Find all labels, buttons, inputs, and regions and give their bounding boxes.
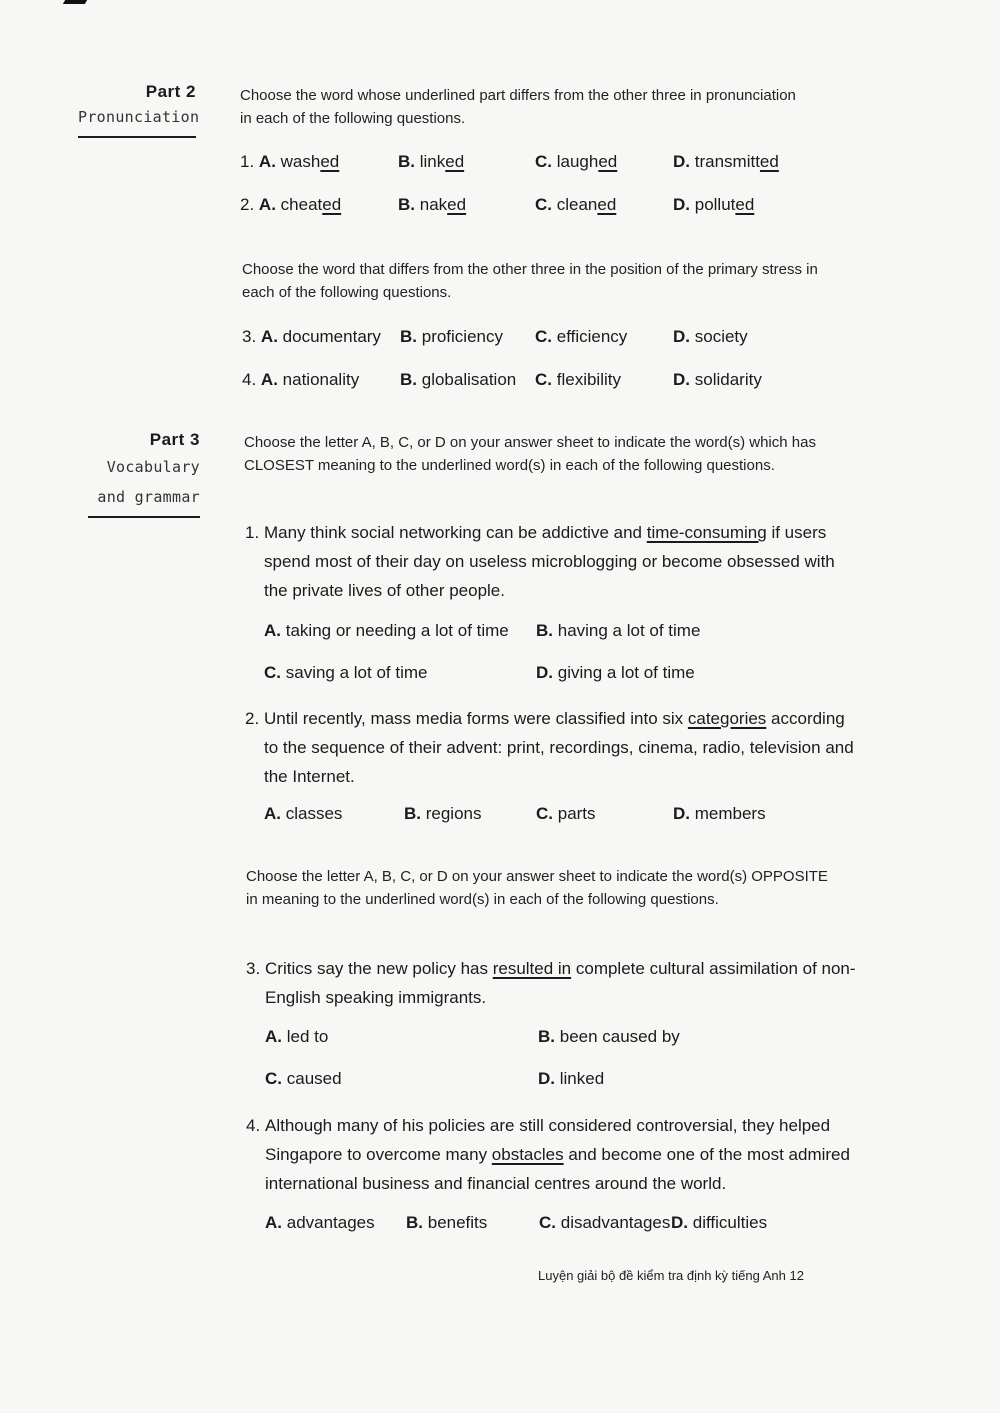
part3-instruction-closest: Choose the letter A, B, C, or D on your answer sheet to indicate the word(s) which has CLOSEST meaning to the underlined word(s) in each of the following questions. <box>244 434 816 474</box>
options-row <box>264 804 824 828</box>
scan-corner-mark <box>63 0 87 4</box>
underlined-part: ed <box>322 195 342 214</box>
option-a: 1. A. washed <box>240 152 340 171</box>
option-b: B. been caused by <box>538 1027 680 1046</box>
part3-subtitle-grammar: and grammar <box>97 488 200 506</box>
option-c: C. parts <box>536 804 596 823</box>
option-c: C. saving a lot of time <box>264 663 428 682</box>
option-c: C. efficiency <box>535 327 628 346</box>
question-row <box>240 195 840 219</box>
part2-title: Part 2 <box>145 82 196 101</box>
question-text: Until recently, mass media forms were classified into six categories according to the sequence of their advent: print, recordings, cinema, radio, television and the Internet. <box>264 709 854 786</box>
part2-heading <box>78 82 200 138</box>
part3-title: Part 3 <box>149 430 200 449</box>
underlined-part: ed <box>597 195 617 214</box>
option-a: 4. A. nationality <box>242 370 360 389</box>
part3-heading <box>88 430 200 518</box>
question-2 <box>245 704 860 791</box>
option-d: D. linked <box>538 1069 605 1088</box>
part3-subtitle-vocabulary: Vocabulary <box>106 458 200 476</box>
option-c: C. cleaned <box>535 195 617 214</box>
option-c: C. caused <box>265 1069 342 1088</box>
question-row <box>242 370 842 394</box>
part3-divider <box>88 516 200 518</box>
question-3 <box>246 954 861 1012</box>
option-a: A. led to <box>265 1027 329 1046</box>
question-row <box>240 152 840 176</box>
underlined-part: ed <box>735 195 755 214</box>
underlined-word: obstacles <box>491 1145 564 1164</box>
option-d: D. members <box>673 804 766 823</box>
question-text: Critics say the new policy has resulted in complete cultural assimilation of non-English speaking immigrants. <box>265 959 856 1007</box>
question-1 <box>245 518 860 605</box>
underlined-part: ed <box>445 152 465 171</box>
question-number: 3. <box>242 327 257 346</box>
option-a: A. classes <box>264 804 343 823</box>
option-b: B. proficiency <box>400 327 503 346</box>
option-c: C. laughed <box>535 152 618 171</box>
option-d: D. society <box>673 327 748 346</box>
underlined-part: ed <box>759 152 779 171</box>
option-c: C. disadvantages <box>539 1213 671 1232</box>
underlined-part: ed <box>598 152 618 171</box>
option-b: B. naked <box>398 195 467 214</box>
option-b: B. regions <box>404 804 482 823</box>
underlined-part: ed <box>320 152 340 171</box>
question-number: 3. <box>246 959 261 978</box>
part2-subtitle: Pronunciation <box>78 108 200 126</box>
option-d: D. difficulties <box>671 1213 768 1232</box>
underlined-word: categories <box>687 709 767 728</box>
option-d: D. polluted <box>673 195 755 214</box>
part2-instruction-pronunciation: Choose the word whose underlined part differs from the other three in pronunciation in each of the following questions. <box>240 87 796 127</box>
underlined-part: ed <box>447 195 467 214</box>
question-number: 2. <box>245 709 260 728</box>
options-row <box>265 1069 765 1093</box>
option-b: B. globalisation <box>400 370 517 389</box>
option-a: A. advantages <box>265 1213 375 1232</box>
question-text: Although many of his policies are still considered controversial, they helped Singapore to overcome many obstacles and become one of the most admired international business and financial centres around the world. <box>265 1116 850 1193</box>
question-text: Many think social networking can be addictive and time-consuming if users spend most of their day on useless microblogging or become obsessed with the private lives of other people. <box>264 523 835 600</box>
option-a: 2. A. cheated <box>240 195 342 214</box>
question-row <box>242 327 842 351</box>
options-row <box>265 1027 765 1051</box>
question-number: 4. <box>242 370 257 389</box>
part2-divider <box>78 136 196 138</box>
option-b: B. linked <box>398 152 465 171</box>
question-4 <box>246 1111 861 1198</box>
part3-instruction-opposite: Choose the letter A, B, C, or D on your answer sheet to indicate the word(s) OPPOSITE in meaning to the underlined word(s) in each of the following questions. <box>246 868 828 908</box>
part2-instruction-stress: Choose the word that differs from the other three in the position of the primary stress in each of the following questions. <box>242 261 818 301</box>
underlined-word: time-consuming <box>646 523 767 542</box>
question-number: 1. <box>245 523 260 542</box>
question-number: 2. <box>240 195 255 214</box>
option-d: D. transmitted <box>673 152 779 171</box>
option-b: B. benefits <box>406 1213 488 1232</box>
underlined-word: resulted in <box>492 959 572 978</box>
option-a: 3. A. documentary <box>242 327 381 346</box>
page-footer: Luyện giải bộ đề kiểm tra định kỳ tiếng Anh 12 <box>538 1268 804 1283</box>
option-c: C. flexibility <box>535 370 621 389</box>
options-row <box>264 663 764 687</box>
option-d: D. solidarity <box>673 370 762 389</box>
option-d: D. giving a lot of time <box>536 663 695 682</box>
option-b: B. having a lot of time <box>536 621 701 640</box>
question-number: 1. <box>240 152 255 171</box>
question-number: 4. <box>246 1116 261 1135</box>
option-a: A. taking or needing a lot of time <box>264 621 509 640</box>
options-row <box>265 1213 825 1237</box>
options-row <box>264 621 764 645</box>
